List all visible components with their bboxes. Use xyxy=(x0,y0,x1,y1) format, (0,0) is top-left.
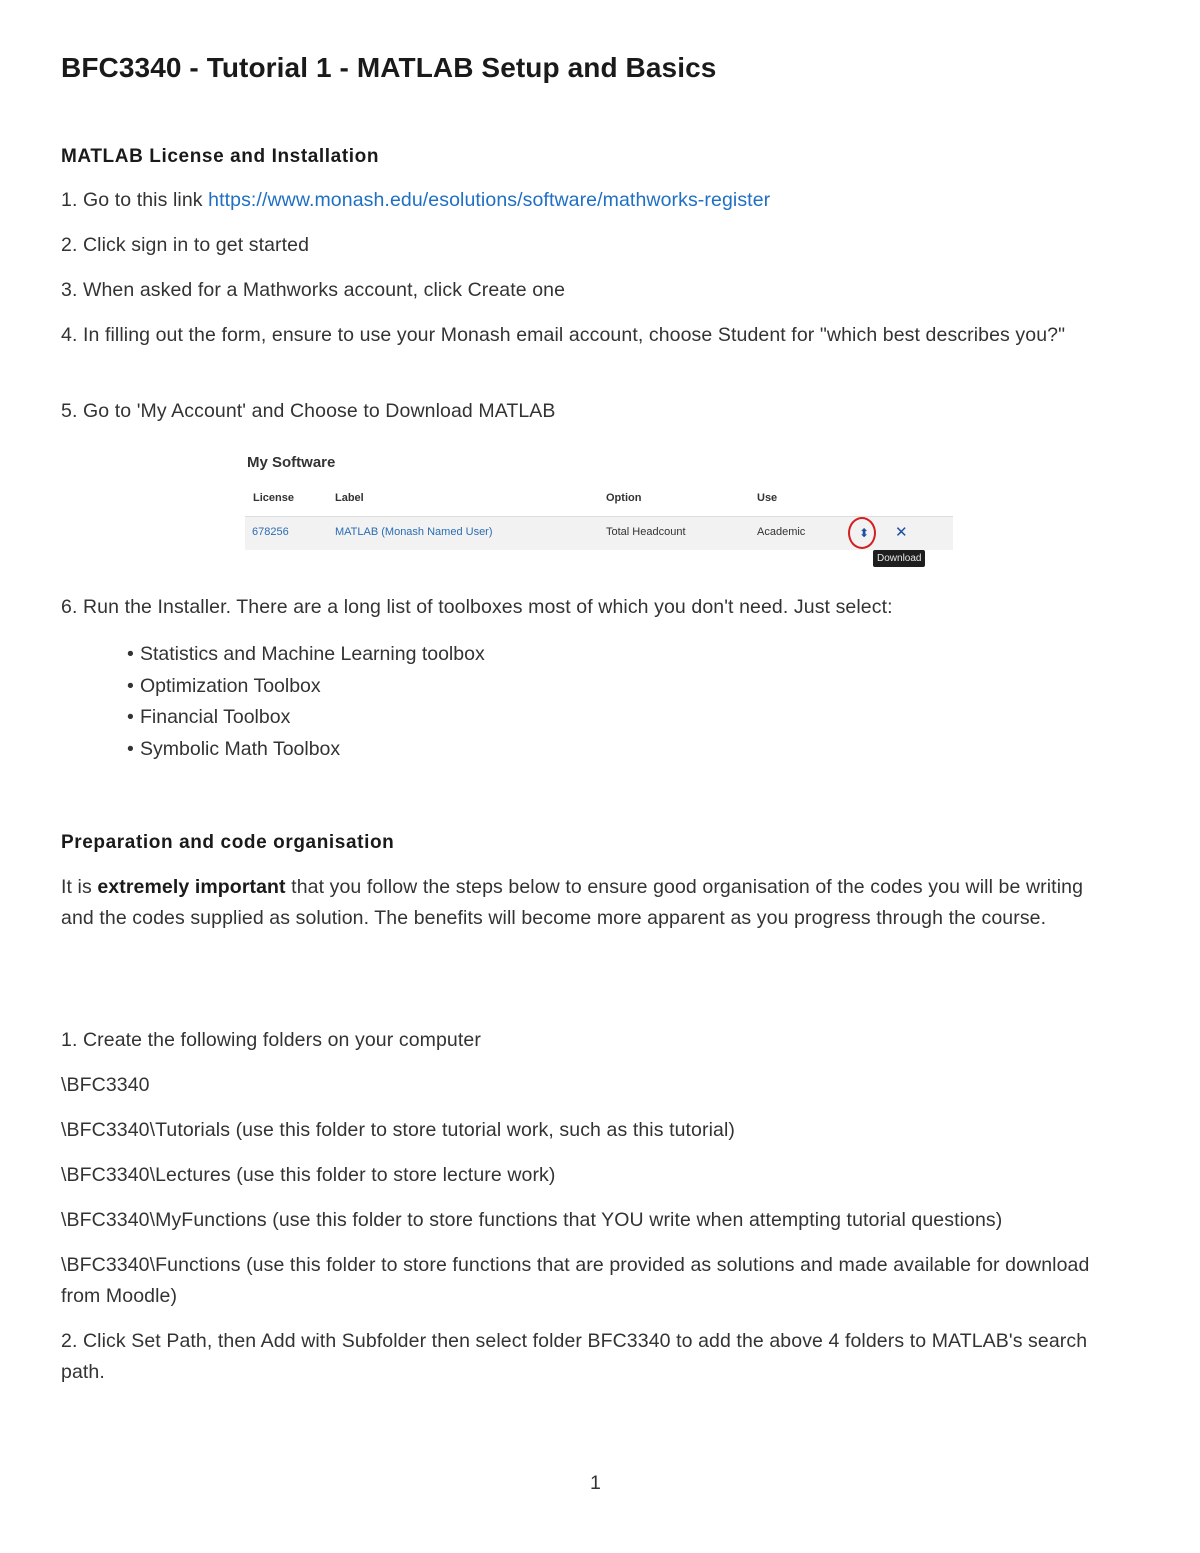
prep-step-2-set-path: 2. Click Set Path, then Add with Subfolder then select folder BFC3340 to add the above 4 folders to MATLAB's search path. xyxy=(61,1330,1088,1383)
my-software-title: My Software xyxy=(247,454,336,471)
license-number[interactable]: 678256 xyxy=(252,526,289,538)
list-item: • Optimization Toolbox xyxy=(127,674,321,697)
list-item: • Financial Toolbox xyxy=(127,706,291,728)
step-5-download: 5. Go to 'My Account' and Choose to Download MATLAB xyxy=(61,400,556,422)
toolbox-list xyxy=(127,639,485,765)
intro-text-end: that you follow the steps below to ensure good organisation of the codes you will be writing and the codes supplied as solution. The benefits will become more apparent as you progress through the course. xyxy=(61,876,1084,929)
step-2-sign-in: 2. Click sign in to get started xyxy=(61,234,310,256)
page-title: BFC3340 - Tutorial 1 - MATLAB Setup and Basics xyxy=(61,52,717,83)
folder-path: \BFC3340 xyxy=(61,1074,150,1096)
step-3-create-account: 3. When asked for a Mathworks account, click Create one xyxy=(61,279,566,301)
column-header-license: License xyxy=(253,492,294,504)
folder-path: \BFC3340\Functions (use this folder to store functions that are provided as solutions and made available for download from Moodle) xyxy=(61,1254,1090,1307)
list-item: • Symbolic Math Toolbox xyxy=(127,737,341,760)
list-item: • Statistics and Machine Learning toolbox xyxy=(127,643,485,665)
prep-step-1-create-folders: 1. Create the following folders on your computer xyxy=(61,1029,481,1051)
step-4-fill-form: 4. In filling out the form, ensure to use your Monash email account, choose Student for "which best describes you?" xyxy=(61,324,1066,346)
section-heading-preparation: Preparation and code organisation xyxy=(61,832,395,853)
license-label[interactable]: MATLAB (Monash Named User) xyxy=(335,526,493,538)
page-number: 1 xyxy=(590,1472,601,1494)
folder-path: \BFC3340\MyFunctions (use this folder to store functions that YOU write when attempting tutorial questions) xyxy=(61,1209,1003,1231)
intro-emphasis: extremely important xyxy=(97,876,286,898)
step-6-run-installer: 6. Run the Installer. There are a long list of toolboxes most of which you don't need. Just select: xyxy=(61,596,893,618)
column-header-use: Use xyxy=(757,492,778,504)
license-use: Academic xyxy=(757,526,806,538)
download-tooltip: Download xyxy=(873,550,925,567)
section-heading-license: MATLAB License and Installation xyxy=(61,146,380,167)
my-software-screenshot xyxy=(245,450,955,570)
folder-path: \BFC3340\Tutorials (use this folder to store tutorial work, such as this tutorial) xyxy=(61,1119,735,1141)
download-icon[interactable]: ⬍ xyxy=(859,526,870,540)
column-header-label: Label xyxy=(335,492,364,504)
license-option: Total Headcount xyxy=(606,526,686,538)
column-header-option: Option xyxy=(606,492,642,504)
table-row xyxy=(245,516,953,550)
preparation-intro xyxy=(61,872,1121,934)
mathworks-register-link[interactable]: https://www.monash.edu/esolutions/software/mathworks-register xyxy=(208,189,771,211)
wrench-icon[interactable]: ✕ xyxy=(895,524,908,541)
folder-path: \BFC3340\Lectures (use this folder to store lecture work) xyxy=(61,1164,556,1186)
step-1-text: 1. Go to this link xyxy=(61,189,209,211)
step-1-go-to-link xyxy=(61,185,1121,216)
intro-text-start: It is xyxy=(61,876,98,898)
